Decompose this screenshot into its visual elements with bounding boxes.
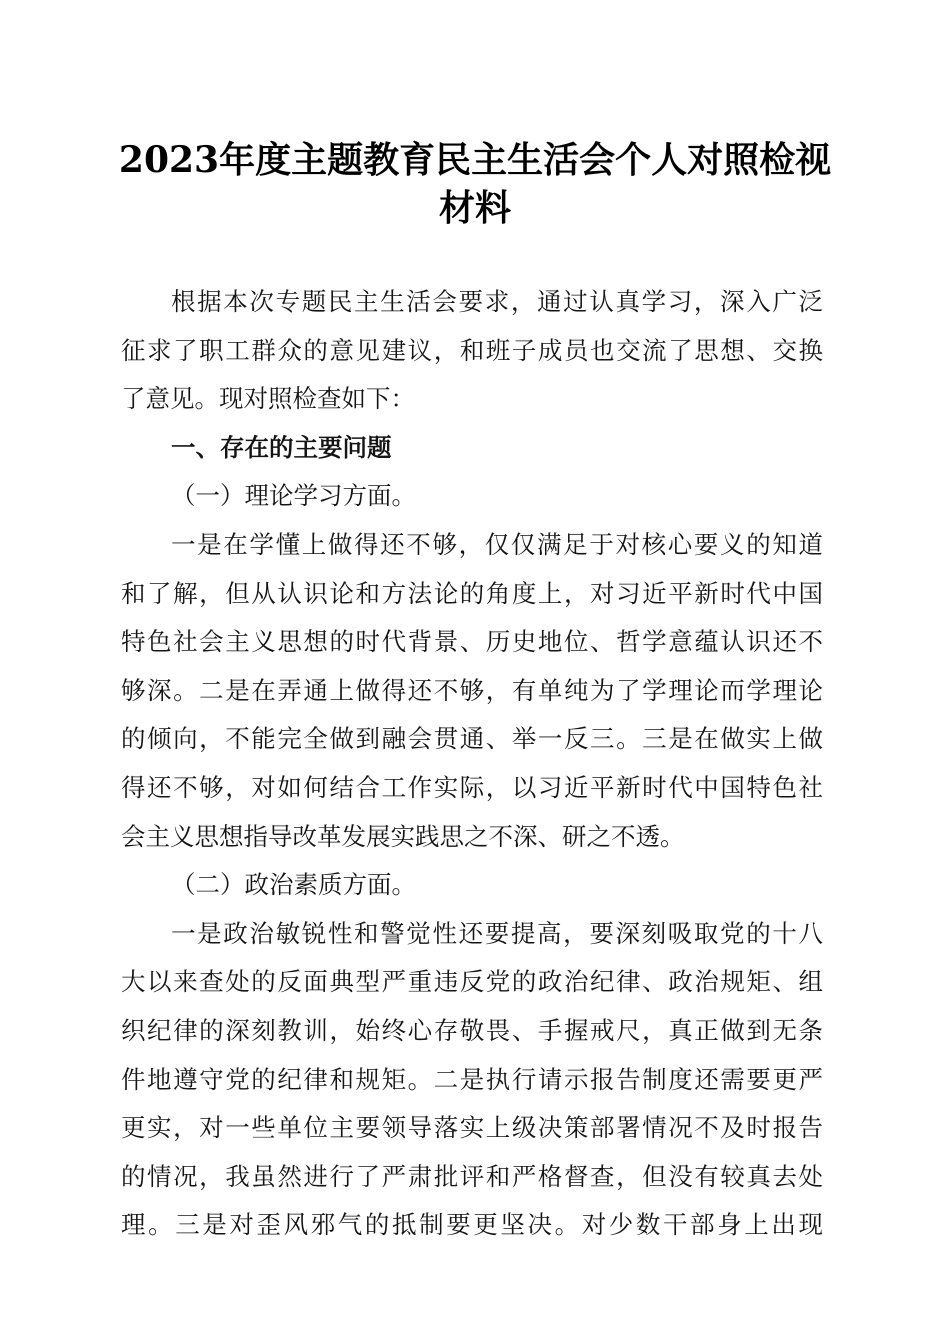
section-heading: 一、存在的主要问题 <box>171 432 392 462</box>
paragraph-line: 的情况，我虽然进行了严肃批评和严格督查，但没有较真去处 <box>121 1161 823 1191</box>
subsection-heading: （二）政治素质方面。 <box>171 870 416 900</box>
paragraph-line: 件地遵守党的纪律和规矩。二是执行请示报告制度还需要更严 <box>121 1064 823 1094</box>
paragraph-line: 一是政治敏锐性和警觉性还要提高，要深刻吸取党的十八 <box>171 918 823 948</box>
paragraph-line: 和了解，但从认识论和方法论的角度上，对习近平新时代中国 <box>121 578 823 608</box>
paragraph-line: 大以来查处的反面典型严重违反党的政治纪律、政治规矩、组 <box>121 967 823 997</box>
intro-line: 了意见。现对照检查如下： <box>121 384 415 414</box>
paragraph-line: 会主义思想指导改革发展实践思之不深、研之不透。 <box>121 821 685 851</box>
paragraph-line: 一是在学懂上做得还不够，仅仅满足于对核心要义的知道 <box>171 529 823 559</box>
paragraph-line: 的倾向，不能完全做到融会贯通、举一反三。三是在做实上做 <box>121 724 823 754</box>
paragraph-line: 特色社会主义思想的时代背景、历史地位、哲学意蕴认识还不 <box>121 627 823 657</box>
intro-line: 征求了职工群众的意见建议，和班子成员也交流了思想、交换 <box>121 335 823 365</box>
document-title <box>100 136 850 232</box>
paragraph-line: 理。三是对歪风邪气的抵制要更坚决。对少数干部身上出现 <box>121 1210 823 1240</box>
title-line-1: 2023年度主题教育民主生活会个人对照检视 <box>118 139 832 181</box>
subsection-heading: （一）理论学习方面。 <box>171 481 416 511</box>
paragraph-line: 得还不够，对如何结合工作实际，以习近平新时代中国特色社 <box>121 772 823 802</box>
paragraph-line: 织纪律的深刻教训，始终心存敬畏、手握戒尺，真正做到无条 <box>121 1015 823 1045</box>
paragraph-line: 够深。二是在弄通上做得还不够，有单纯为了学理论而学理论 <box>121 675 823 705</box>
title-line-2: 材料 <box>438 187 511 229</box>
intro-line: 根据本次专题民主生活会要求，通过认真学习，深入广泛 <box>171 287 823 316</box>
document-body <box>121 278 823 1250</box>
paragraph-line: 更实，对一些单位主要领导落实上级决策部署情况不及时报告 <box>121 1113 823 1143</box>
